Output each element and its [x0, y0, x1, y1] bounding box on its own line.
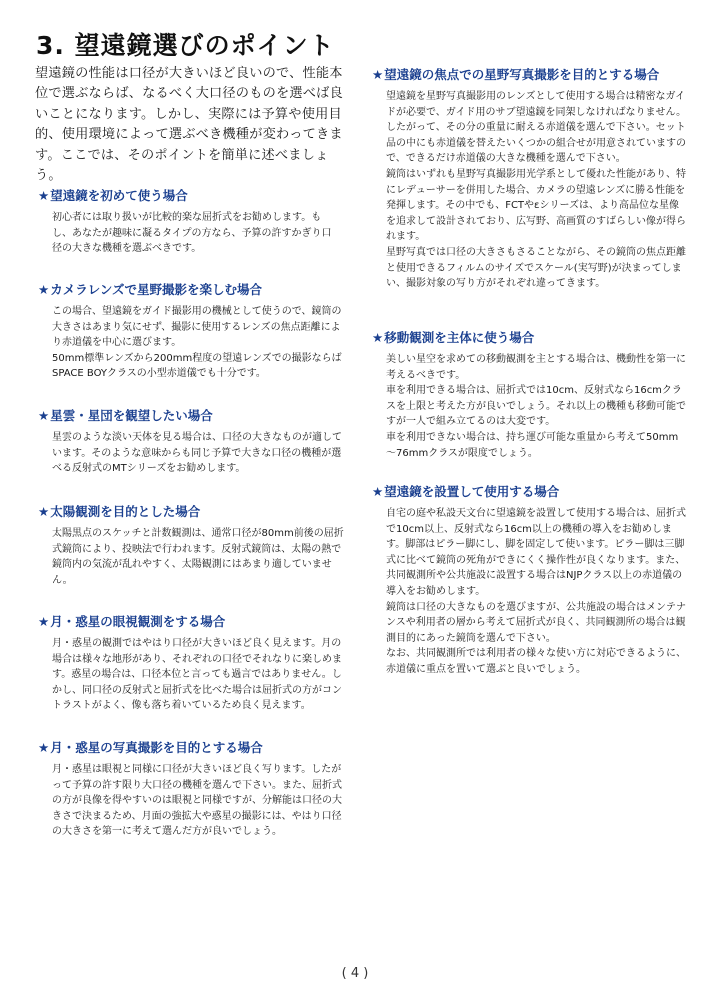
section-fixed-install: [372, 484, 688, 678]
body-text: なお、共同観測所では利用者の様々な使い方に対応できるように、赤道儀に重点を置いて選ぶと良いでしょう。: [386, 648, 686, 675]
section-heading: ★月・惑星の写真撮影を目的とする場合: [38, 740, 263, 755]
section-nebula: [38, 408, 348, 477]
body-text: 初心者には取り扱いが比較的楽な屈折式をお勧めします。もし、あなたが趣味に凝るタイプの方なら、予算の許すかぎり口径の大きな機種を選ぶべきです。: [52, 212, 332, 255]
page-title: 3. 望遠鏡選びのポイント: [36, 31, 335, 60]
body-text: この場合、望遠鏡をガイド撮影用の機械として使うので、鏡筒の大きさはあまり気にせず、撮影に使用するレンズの焦点距離により赤道儀を中心に選びます。: [52, 306, 342, 349]
body-text: 望遠鏡を星野写真撮影用のレンズとして使用する場合は精密なガイドが必要で、ガイド用のサブ望遠鏡を同架しなければなりません。したがって、その分の重量に耐える赤道儀を選んで下さい。セット品の中にも赤道儀を替えたいくつかの組合せが用意されていますので、できるだけ赤道儀の大きな機種を選んで下さい。: [386, 91, 687, 165]
star-icon: ★: [38, 740, 50, 755]
section-body: [38, 526, 348, 588]
star-icon: ★: [38, 504, 50, 519]
section-heading: ★望遠鏡の焦点での星野写真撮影を目的とする場合: [372, 67, 660, 82]
star-icon: ★: [372, 67, 384, 82]
intro-paragraph: [35, 64, 353, 186]
section-heading: ★月・惑星の眼視観測をする場合: [38, 614, 226, 629]
star-icon: ★: [38, 282, 50, 297]
star-icon: ★: [372, 484, 384, 499]
section-camera-lens: [38, 282, 348, 382]
body-text: 鏡筒は口径の大きなものを選びますが、公共施設の場合はメンテナンスや利用者の層から考えて屈折式が良く、共同観測所の場合は観測目的にあった鏡筒を選んで下さい。: [386, 601, 686, 644]
section-body: [38, 304, 348, 382]
body-text: 月・惑星は眼視と同様に口径が大きいほど良く写ります。したがって予算の許す限り大口径の機種を選んで下さい。また、屈折式の方が良像を得やすいのは眼視と同様ですが、分解能は口径の大きさで決まるため、月面の強拡大や惑星の撮影には、やはり口径の大きさを第一に考えて選んだ方が良いでしょう。: [52, 764, 342, 838]
section-heading: ★星雲・星団を観望したい場合: [38, 408, 213, 423]
body-text: 美しい星空を求めての移動観測を主とする場合は、機動性を第一に考えるべきです。: [386, 354, 686, 381]
body-text: 車を利用できない場合は、持ち運び可能な重量から考えて50mm～76mmクラスが限度でしょう。: [386, 431, 679, 459]
section-body: [38, 762, 348, 840]
body-text: 太陽黒点のスケッチと計数観測は、通常口径が80mm前後の屈折式鏡筒により、投映法で行われます。反射式鏡筒は、太陽の熱で鏡筒内の気流が乱れやすく、太陽観測にはあまり適していません。: [52, 528, 344, 586]
section-heading: ★カメラレンズで星野撮影を楽しむ場合: [38, 282, 263, 297]
section-body: [372, 506, 688, 678]
body-text: 車を利用できる場合は、屈折式では10cm、反射式なら16cmクラスを上限と考えた方が良いでしょう。それ以上の機種も移動可能ですが一人で組み立てるのは大変です。: [386, 385, 686, 428]
section-body: [372, 352, 688, 461]
section-heading: ★望遠鏡を初めて使う場合: [38, 188, 188, 203]
section-first-use: [38, 188, 338, 257]
body-text: 月・惑星の観測ではやはり口径が大きいほど良く見えます。月の場合は様々な地形があり、それぞれの口径でそれなりに楽しめます。惑星の場合は、口径本位と言っても過言ではありません。しかし、同口径の反射式と屈折式を比べた場合は屈折式の方がコントラストがよく、像も落ち着いているため良く見えます。: [52, 638, 342, 712]
star-icon: ★: [38, 614, 50, 629]
section-solar: [38, 504, 348, 588]
section-mobile: [372, 330, 688, 461]
body-text: 自宅の庭や私設天文台に望遠鏡を設置して使用する場合は、屈折式で10cm以上、反射式なら16cm以上の機種の導入をお勧めします。脚部はピラー脚にし、脚を固定して使います。ピラー脚は三脚式に比べて鏡筒の死角ができにくく操作性が良くなります。また、共同観測所や公共施設に設置する場合はNJPクラス以上の赤道儀の導入をお勧めします。: [386, 508, 686, 597]
body-text: 星野写真では口径の大きさもさることながら、その鏡筒の焦点距離と使用できるフィルムのサイズでスケール(実写野)が決まってしまい、撮影対象の写り方がそれぞれ違ってきます。: [386, 246, 686, 290]
star-icon: ★: [372, 330, 384, 345]
intro-text: 望遠鏡の性能は口径が大きいほど良いので、性能本位で選ぶならば、なるべく大口径のものを選べば良いことになります。しかし、実際には予算や使用目的、使用環境によって選ぶべき機種が変わってきます。ここでは、そのポイントを簡単に述べましょう。: [35, 66, 343, 184]
star-icon: ★: [38, 408, 50, 423]
section-body: [38, 636, 348, 714]
body-text: 星雲のような淡い天体を見る場合は、口径の大きなものが適しています。そのような意味からも同じ予算で大きな口径の機種が選べる反射式のMTシリーズをお勧めします。: [52, 432, 342, 475]
page-number: ( 4 ): [341, 966, 369, 981]
section-body: [372, 89, 688, 292]
section-planet-photo: [38, 740, 348, 840]
section-heading: ★太陽観測を目的とした場合: [38, 504, 201, 519]
body-text: 鏡筒はいずれも星野写真撮影用光学系として優れた性能があり、特にレデューサーを併用した場合、カメラの望遠レンズに勝る性能を発揮します。その中でも、FCTやεシリーズは、より高品位な星像を追求して設計されており、広写野、高画質のすばらしい像が得られます。: [386, 168, 686, 243]
section-body: [38, 210, 338, 257]
section-planet-visual: [38, 614, 348, 714]
section-heading: ★望遠鏡を設置して使用する場合: [372, 484, 560, 499]
section-body: [38, 430, 348, 477]
star-icon: ★: [38, 188, 50, 203]
section-starfield-focus: [372, 67, 688, 292]
section-heading: ★移動観測を主体に使う場合: [372, 330, 535, 345]
body-text: 50mm標準レンズから200mm程度の望遠レンズでの撮影ならば SPACE BOYクラスの小型赤道儀でも十分です。: [52, 352, 342, 380]
